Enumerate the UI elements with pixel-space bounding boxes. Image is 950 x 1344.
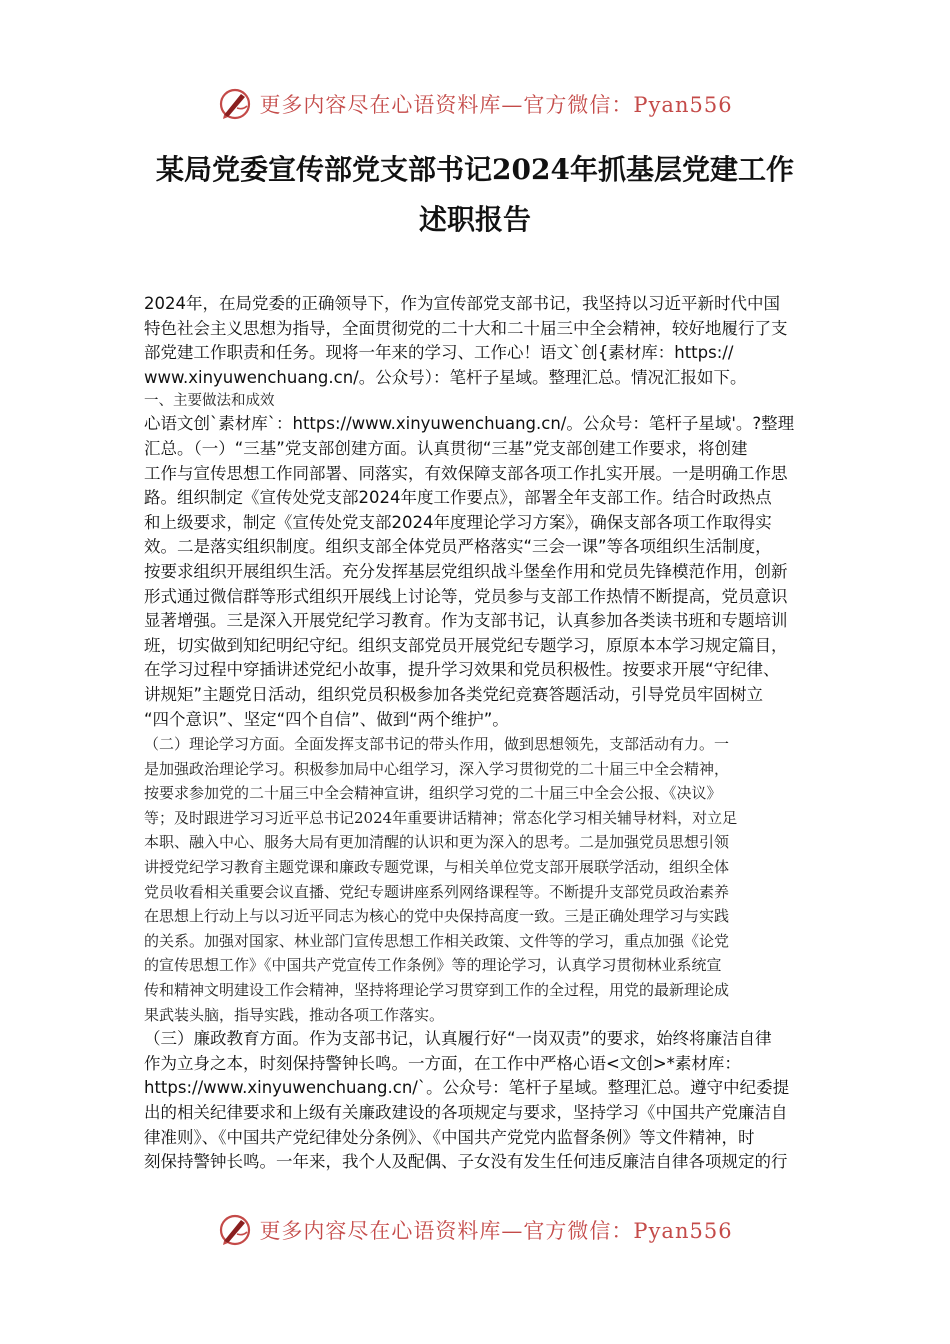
document-body [144,292,810,1175]
text-line: 按要求参加党的二十届三中全会精神宣讲，组织学习党的二十届三中全会公报、《决议》 [144,784,722,803]
pen-logo-icon [217,1212,253,1248]
text-line: （二）理论学习方面。全面发挥支部书记的带头作用，做到思想领先，支部活动有力。一 [144,735,730,754]
paragraph-integrity-education [144,1027,810,1175]
section-heading: 一、主要做法和成效 [144,393,275,410]
text-line: 讲授党纪学习教育主题党课和廉政专题党课，与相关单位党支部开展联学活动，组织全体 [144,858,730,877]
text-line: 特色社会主义思想为指导，全面贯彻党的二十大和二十届三中全会精神，较好地履行了支 [144,318,788,338]
text-line: 按要求组织开展组织生活。充分发挥基层党组织战斗堡垒作用和党员先锋模范作用，创新 [144,561,788,581]
text-line: 出的相关纪律要求和上级有关廉政建设的各项规定与要求，坚持学习《中国共产党廉洁自 [144,1103,788,1122]
footer-watermark-banner [0,1208,950,1252]
text-line: 讲规矩”主题党日活动，组织党员积极参加各类党纪竞赛答题活动，引导党员牢固树立 [144,684,764,704]
text-line: 形式通过微信群等形式组织开展线上讨论等，党员参与支部工作热情不断提高，党员意识 [144,586,788,606]
document-title-line-1: 某局党委宣传部党支部书记2024年抓基层党建工作 [156,153,794,186]
text-line: （三）廉政教育方面。作为支部书记，认真履行好“一岗双责”的要求，始终将廉洁自律 [144,1029,772,1049]
text-line: “四个意识”、坚定“四个自信”、做到“两个维护”。 [144,709,509,729]
text-line: 的关系。加强对国家、林业部门宣传思想工作相关政策、文件等的学习，重点加强《论党 [144,931,730,950]
text-line: 效。二是落实组织制度。组织支部全体党员严格落实“三会一课”等各项组织生活制度， [144,537,772,557]
text-line: 工作与宣传思想工作同部署、同落实，有效保障支部各项工作扎实开展。一是明确工作思 [144,463,788,483]
watermark-text: 更多内容尽在心语资料库—官方微信：Pyan556 [259,1219,733,1243]
intro-paragraph [144,292,810,390]
text-line: 部党建工作职责和任务。现将一年来的学习、工作心！语文`创{素材库：https:// [144,343,734,363]
text-line: 路。组织制定《宣传处党支部2024年度工作要点》，部署全年支部工作。结合时政热点 [144,488,772,508]
pen-logo-icon [217,86,253,122]
text-line: 传和精神文明建设工作会精神，坚持将理论学习贯穿到工作的全过程，用党的最新理论成 [144,981,730,1000]
document-title-line-2: 述职报告 [418,203,531,236]
text-line: 果武装头脑，指导实践，推动各项工作落实。 [144,1005,445,1024]
text-line: 作为立身之本，时刻保持警钟长鸣。一方面，在工作中严格心语<文创>*素材库： [144,1053,741,1073]
text-line: 党员收看相关重要会议直播、党纪专题讲座系列网络课程等。不断提升支部党员政治素养 [144,882,730,901]
text-line: www.xinyuwenchuang.cn/。公众号）：笔杆子星域。整理汇总。情况汇报如下。 [144,367,747,387]
text-line: 律准则》、《中国共产党纪律处分条例》、《中国共产党党内监督条例》等文件精神，时 [144,1127,755,1147]
watermark-text: 更多内容尽在心语资料库—官方微信：Pyan556 [259,93,733,117]
text-line: 刻保持警钟长鸣。一年来，我个人及配偶、子女没有发生任何违反廉洁自律各项规定的行 [144,1152,788,1172]
text-line: 2024年，在局党委的正确领导下，作为宣传部党支部书记，我坚持以习近平新时代中国 [144,294,780,313]
text-line: 心语文创`素材库`：https://www.xinyuwenchuang.cn/。公众号：笔杆子星域'。?整理 [144,414,795,434]
paragraph-party-branch-building [144,412,810,732]
text-line: 的宣传思想工作》《中国共产党宣传工作条例》等的理论学习，认真学习贯彻林业系统宣 [144,956,722,975]
header-watermark-banner [0,82,950,126]
text-line: 等；及时跟进学习习近平总书记2024年重要讲话精神；常态化学习相关辅导材料，对立足 [144,808,738,827]
text-line: https://www.xinyuwenchuang.cn/`。公众号：笔杆子星域。整理汇总。遵守中纪委提 [144,1078,790,1098]
text-line: 汇总。（一）“三基”党支部创建方面。认真贯彻“三基”党支部创建工作要求，将创建 [144,438,748,458]
text-line: 和上级要求，制定《宣传处党支部2024年度理论学习方案》，确保支部各项工作取得实 [144,512,772,532]
text-line: 是加强政治理论学习。积极参加局中心组学习，深入学习贯彻党的二十届三中全会精神， [144,759,730,778]
paragraph-theory-study [144,732,810,1027]
text-line: 班，切实做到知纪明纪守纪。组织支部党员开展党纪专题学习，原原本本学习规定篇目， [144,635,788,655]
text-line: 在学习过程中穿插讲述党纪小故事，提升学习效果和党员积极性。按要求开展“守纪律、 [144,660,780,680]
text-line: 本职、融入中心、服务大局有更加清醒的认识和更为深入的思考。二是加强党员思想引领 [144,833,730,852]
text-line: 显著增强。三是深入开展党纪学习教育。作为支部书记，认真参加各类读书班和专题培训 [144,611,788,631]
text-line: 在思想上行动上与以习近平同志为核心的党中央保持高度一致。三是正确处理学习与实践 [144,907,730,926]
